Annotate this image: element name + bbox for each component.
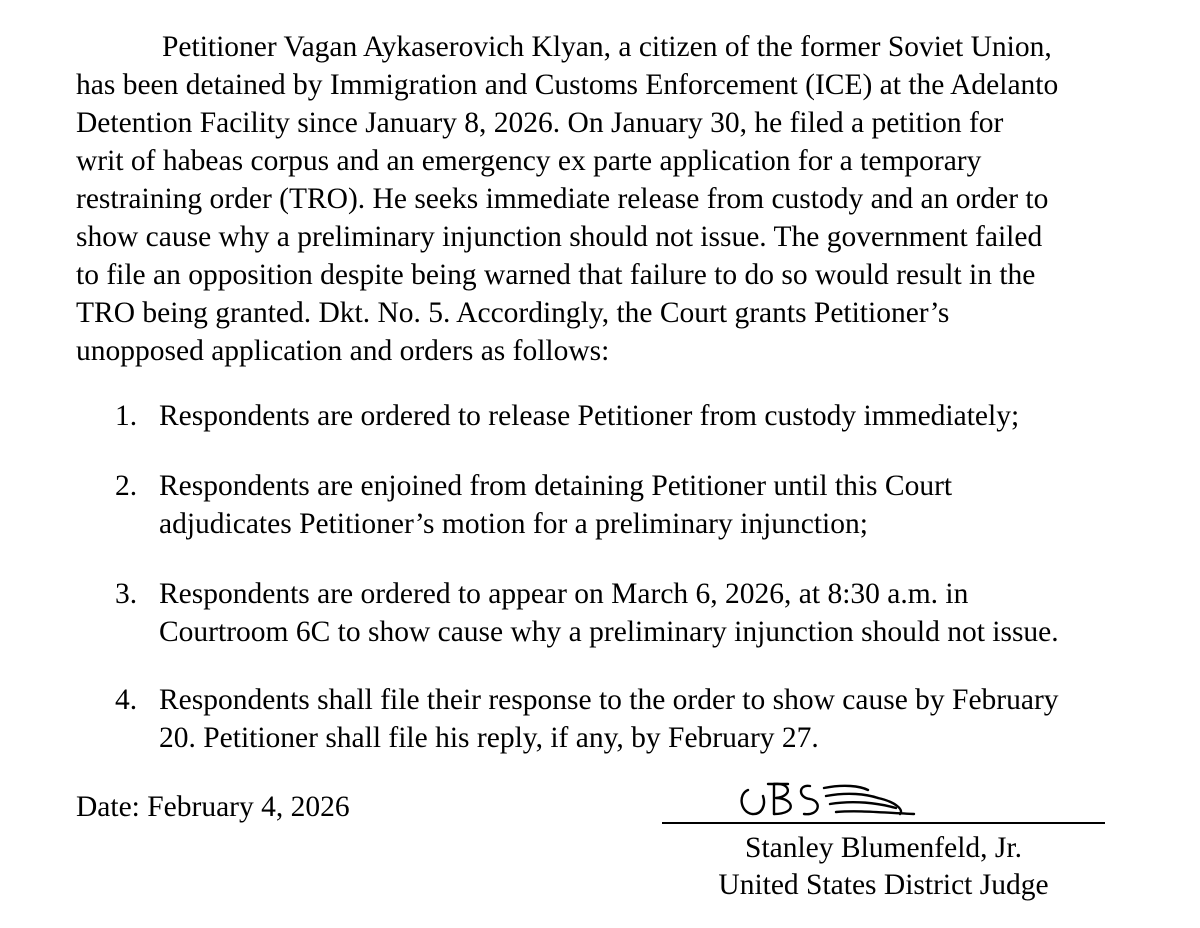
order-text: Respondents are ordered to appear on March 6, 2026, at 8:30 a.m. in (159, 578, 969, 610)
intro-line: restraining order (TRO). He seeks immediate release from custody and an order to (76, 183, 1049, 215)
handwritten-signature (728, 772, 938, 822)
intro-line: has been detained by Immigration and Customs Enforcement (ICE) at the Adelanto (76, 69, 1059, 101)
intro-line: Petitioner Vagan Aykaserovich Klyan, a citizen of the former Soviet Union, (162, 31, 1052, 63)
intro-line: show cause why a preliminary injunction should not issue. The government failed (76, 221, 1043, 253)
intro-line: TRO being granted. Dkt. No. 5. Accordingly, the Court grants Petitioner’s (76, 297, 950, 329)
order-number: 2. (115, 470, 138, 502)
order-number: 4. (115, 684, 138, 716)
order-number: 3. (115, 578, 138, 610)
order-text: Respondents are ordered to release Petitioner from custody immediately; (159, 400, 1020, 432)
order-number: 1. (115, 400, 138, 432)
intro-line: Detention Facility since January 8, 2026. On January 30, he filed a petition for (76, 107, 1004, 139)
order-text: 20. Petitioner shall file his reply, if any, by February 27. (159, 722, 819, 754)
judge-name: Stanley Blumenfeld, Jr. (745, 832, 1022, 864)
intro-line: to file an opposition despite being warned that failure to do so would result in the (76, 259, 1036, 291)
order-text: adjudicates Petitioner’s motion for a preliminary injunction; (159, 508, 868, 540)
order-text: Respondents are enjoined from detaining Petitioner until this Court (159, 470, 953, 502)
judge-title: United States District Judge (718, 869, 1049, 901)
order-text: Courtroom 6C to show cause why a preliminary injunction should not issue. (159, 616, 1059, 648)
intro-line: writ of habeas corpus and an emergency ex parte application for a temporary (76, 145, 982, 177)
intro-line: unopposed application and orders as follows: (76, 335, 610, 367)
signature-line (662, 822, 1105, 824)
order-date: Date: February 4, 2026 (76, 791, 350, 823)
order-text: Respondents shall file their response to the order to show cause by February (159, 684, 1059, 716)
